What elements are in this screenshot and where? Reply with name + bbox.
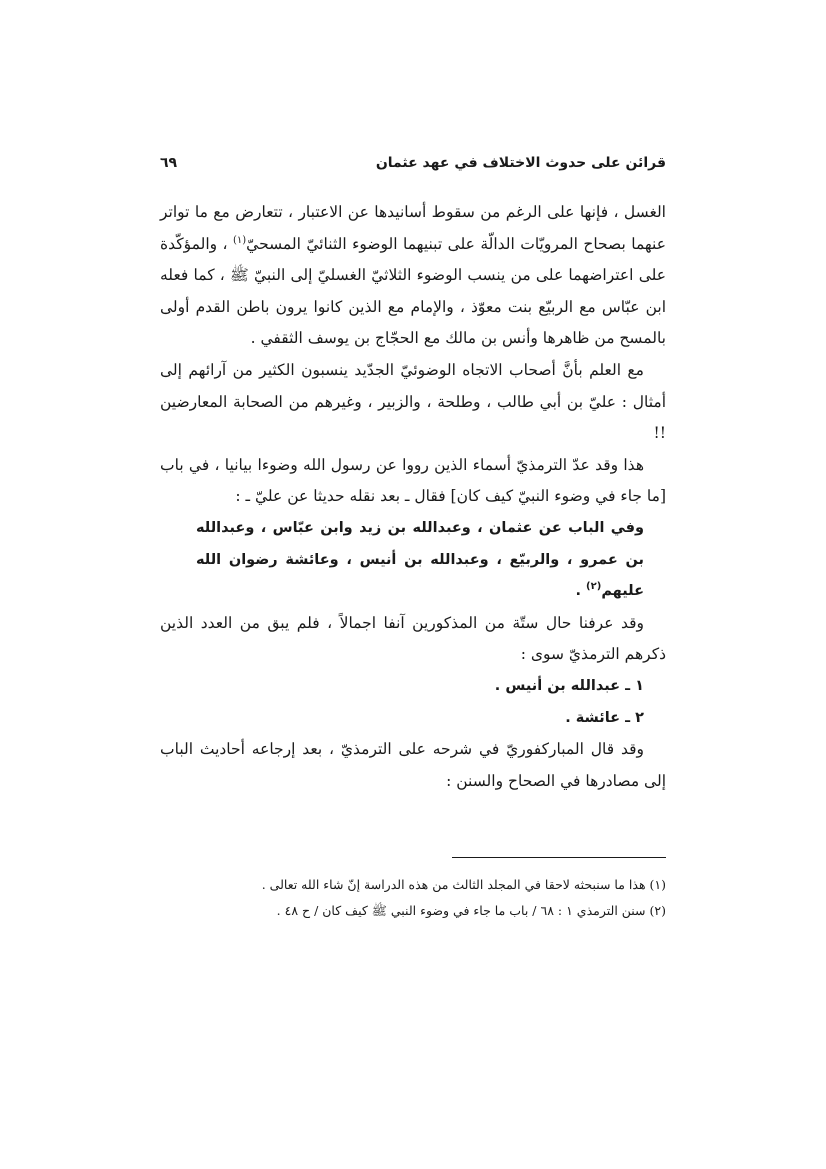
paragraph-5: وقد قال المباركفوريّ في شرحه على الترمذيّ ، بعد إرجاعه أحاديث الباب إلى مصادرها في الصحاح والسنن : [160, 740, 666, 790]
running-header [160, 152, 666, 176]
list-item-1: ١ ـ عبدالله بن أنيس . [494, 677, 644, 694]
footnote-ref-2: (٢) [586, 581, 602, 593]
paragraph-2: مع العلم بأنَّ أصحاب الاتجاه الوضوئيّ الجدّيد ينسبون الكثير من آرائهم إلى أمثال : عليّ بن أبي طالب ، وطلحة ، والزبير ، وغيرهم من الصحابة المعارضين !! [160, 360, 666, 443]
paragraph-3: هذا وقد عدّ الترمذيّ أسماء الذين رووا عن رسول الله وضوءا بيانيا ، في باب [ما جاء في وضوء النبيّ كيف كان] فقال ـ بعد نقله حديثا عن عليّ ـ : [160, 455, 666, 506]
footnote-2: (٢) سنن الترمذي ١ : ٦٨ / باب ما جاء في وضوء النبي ﷺ كيف كان / ح ٤٨ . [276, 903, 666, 918]
footnote-1: (١) هذا ما سنبحثه لاحقا في المجلد الثالث من هذه الدراسة إنّ شاء الله تعالى . [261, 877, 666, 892]
body-text [160, 197, 666, 797]
footnotes [160, 872, 666, 924]
paragraph-4: وقد عرفنا حال ستّة من المذكورين آنفا اجمالاً ، فلم يبق من العدد الذين ذكرهم الترمذيّ سوى : [160, 613, 666, 664]
footnote-ref-1: (١) [232, 234, 247, 246]
paragraph-1 [160, 197, 666, 355]
paragraph-1-continuation: ، والمؤكّدة على اعتراضهما على من ينسب الوضوء الثلاثيّ الغسليّ إلى النبيّ ﷺ ، كما فعله ابن عبّاس مع الربيّع بنت معوّذ ، والإمام مع الذين كانوا يرون باطن القدم أولى بالمسح من ظاهرها وأنس بن مالك مع الحجّاج بن يوسف الثقفي . [160, 234, 666, 348]
chapter-title: قرائن على حدوث الاختلاف في عهد عثمان [375, 155, 666, 171]
paragraph-1-text: الغسل ، فإنها على الرغم من سقوط أسانيدها عن الاعتبار ، تتعارض مع ما تواتر عنهما بصحاح المرويّات الدالّة على تبنيهما الوضوء الثنائيّ المسحيّ [160, 203, 666, 253]
block-quote-text: وفي الباب عن عثمان ، وعبدالله بن زيد وابن عبّاس ، وعبدالله بن عمرو ، والربيّع ، وعبدالله بن أنيس ، وعائشة رضوان الله عليهم [196, 519, 644, 600]
block-quote-end: . [575, 583, 587, 600]
block-quote [160, 513, 666, 608]
page-number: ٦٩ [160, 155, 178, 171]
footnote-divider [452, 857, 666, 858]
list-item-2: ٢ ـ عائشة . [565, 709, 644, 726]
